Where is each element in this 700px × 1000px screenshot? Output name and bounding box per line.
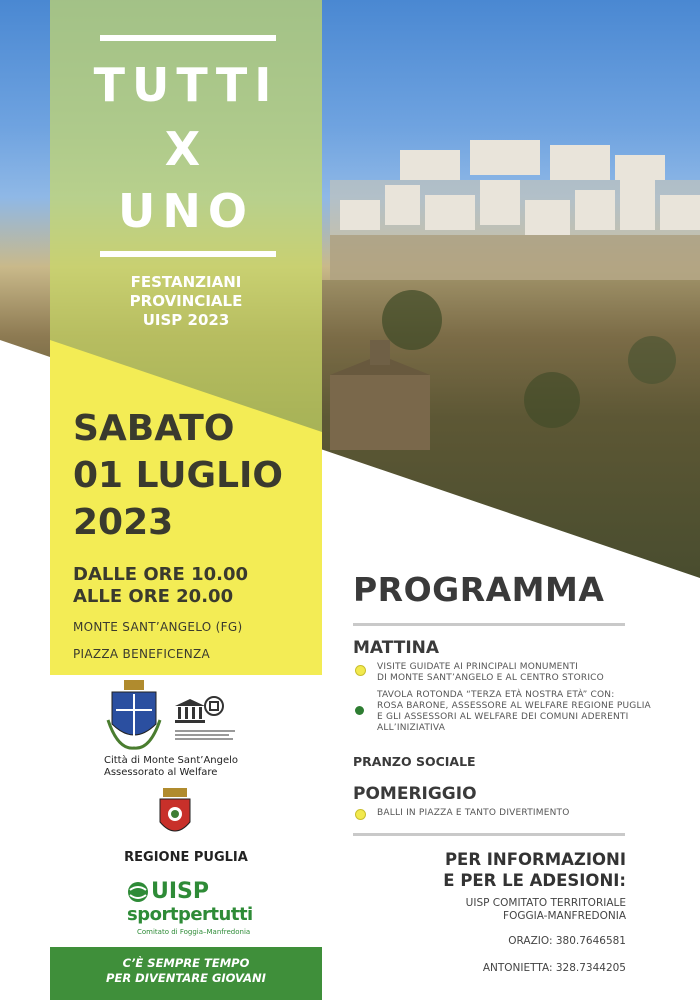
bullet-green-icon (355, 706, 364, 715)
morning-item-2-line-1: TAVOLA ROTONDA “TERZA ETÀ NOSTRA ETÀ” CON: (377, 690, 615, 700)
title-word-2: X (164, 122, 208, 176)
subtitle-line-3: UISP 2023 (142, 311, 230, 329)
lunch-heading: PRANZO SOCIALE (353, 754, 476, 769)
city-caption-line-2: Assessorato al Welfare (104, 767, 218, 778)
unesco-icon (173, 697, 207, 727)
morning-item-2-line-2: ROSA BARONE, ASSESSORE AL WELFARE REGIONE PUGLIA (377, 701, 651, 711)
title-rule-bottom (100, 251, 276, 257)
date-month: 01 LUGLIO (73, 455, 284, 496)
program-divider-top (353, 623, 625, 626)
morning-item-1-line-1: VISITE GUIDATE AI PRINCIPALI MONUMENTI (377, 662, 579, 672)
info-org-line-2: FOGGIA-MANFREDONIA (503, 910, 626, 922)
bullet-yellow-icon (355, 809, 366, 820)
location: MONTE SANT’ANGELO (FG) (73, 620, 243, 634)
city-caption-line-1: Città di Monte Sant’Angelo (104, 755, 239, 766)
title-word-1: TUTTI (93, 58, 279, 112)
uisp-committee: Comitato di Foggia–Manfredonia (137, 928, 251, 936)
title-rule-top (100, 35, 276, 41)
info-heading-line-2: E PER LE ADESIONI: (443, 871, 626, 890)
uisp-logo-text: UISP (151, 879, 210, 904)
morning-item-1-line-2: DI MONTE SANT’ANGELO E AL CENTRO STORICO (377, 673, 604, 683)
date-day: SABATO (73, 408, 235, 449)
city-coat-of-arms-icon (104, 680, 164, 752)
contact-orazio: ORAZIO: 380.7646581 (508, 935, 626, 947)
morning-item-2-line-4: ALL’INIZIATIVA (377, 723, 446, 733)
regione-puglia-crest-icon (157, 788, 193, 840)
program-title: PROGRAMMA (353, 570, 605, 609)
bullet-yellow-icon (355, 665, 366, 676)
regione-puglia-label: REGIONE PUGLIA (124, 850, 248, 865)
subtitle-line-1: FESTANZIANI (130, 273, 242, 291)
uisp-globe-icon (127, 881, 149, 903)
world-heritage-icon (203, 695, 225, 717)
info-heading-line-1: PER INFORMAZIONI (444, 850, 626, 869)
subtitle-line-2: PROVINCIALE (129, 292, 243, 310)
morning-heading: MATTINA (353, 638, 440, 658)
footer-line-1: C’È SEMPRE TEMPO (122, 956, 250, 970)
title-word-3: UNO (118, 184, 254, 238)
square: PIAZZA BENEFICENZA (73, 647, 211, 661)
uisp-tagline: sportpertutti (127, 904, 253, 925)
afternoon-item-1: BALLI IN PIAZZA E TANTO DIVERTIMENTO (377, 808, 570, 818)
contact-antonietta: ANTONIETTA: 328.7344205 (482, 962, 626, 974)
morning-item-2-line-3: E GLI ASSESSORI AL WELFARE DEI COMUNI ADERENTI (377, 712, 629, 722)
program-divider-bottom (353, 833, 625, 836)
info-org-line-1: UISP COMITATO TERRITORIALE (465, 897, 626, 909)
date-year: 2023 (73, 502, 174, 543)
footer-line-2: PER DIVENTARE GIOVANI (106, 971, 266, 985)
afternoon-heading: POMERIGGIO (353, 784, 477, 804)
unesco-fine-print (175, 730, 245, 746)
hours-end: ALLE ORE 20.00 (73, 586, 234, 607)
hours-start: DALLE ORE 10.00 (73, 564, 249, 585)
